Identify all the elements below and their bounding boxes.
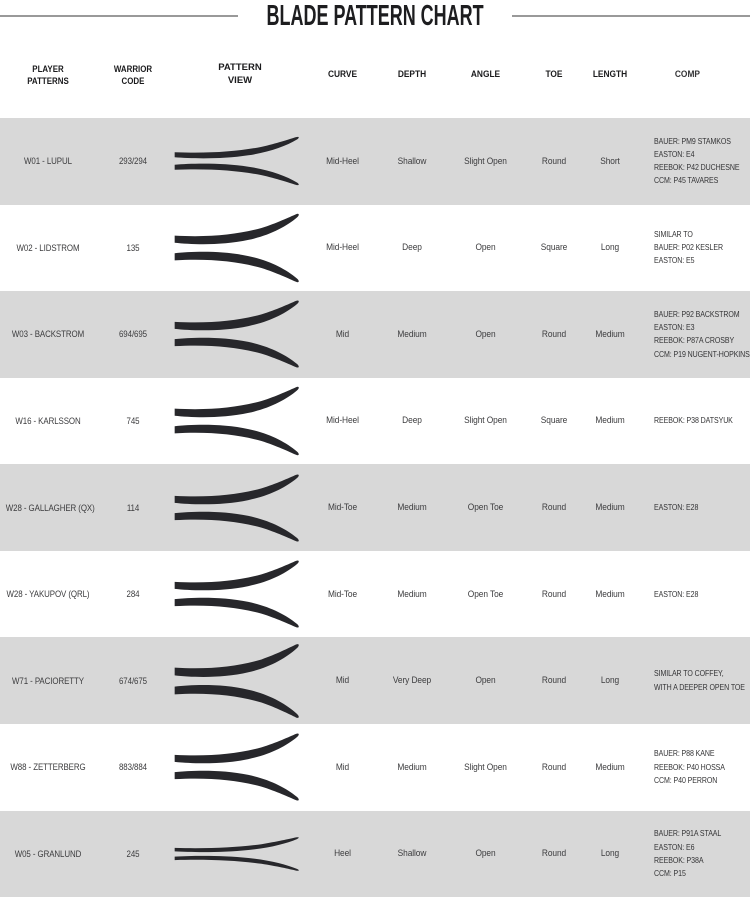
comp-lines [636, 135, 738, 188]
pattern-view-cell [170, 208, 310, 288]
col-header-comp: COMP [674, 69, 700, 81]
comp-line: EASTON: E28 [654, 502, 699, 512]
pattern-view-cell [170, 468, 310, 548]
length-value: Medium [595, 761, 625, 773]
toe-value: Round [541, 155, 567, 167]
player-name: W05 - GRANLUND [14, 848, 82, 859]
comp-line: CCM: P40 PERRON [654, 775, 718, 785]
angle-value: Open [475, 848, 496, 860]
comp-lines [636, 501, 738, 514]
length-value: Medium [595, 328, 625, 340]
curve-value: Mid [335, 761, 350, 773]
warrior-code: 135 [126, 242, 140, 253]
comp-line: SIMILAR TO COFFEY, [654, 669, 724, 679]
length-value: Long [600, 242, 620, 254]
toe-value: Round [541, 588, 567, 600]
comp-line: REEBOK: P87A CROSBY [654, 336, 735, 346]
depth-value: Medium [397, 588, 427, 600]
player-name: W28 - GALLAGHER (QX) [5, 502, 95, 513]
angle-value: Slight Open [464, 761, 507, 773]
blade-pattern-image [170, 637, 310, 725]
curve-value: Mid-Heel [326, 155, 359, 167]
curve-value: Mid-Toe [327, 502, 358, 514]
table-row [0, 464, 750, 551]
curve-value: Mid [335, 328, 350, 340]
curve-value: Heel [334, 848, 351, 860]
comp-line: EASTON: E3 [654, 323, 695, 333]
angle-value: Open [475, 675, 496, 687]
table-row [0, 118, 750, 205]
blade-pattern-image [170, 207, 310, 289]
comp-lines [636, 747, 738, 787]
table-row [0, 811, 750, 897]
comp-line: EASTON: E6 [654, 842, 695, 852]
header-line: PATTERNS [27, 76, 69, 86]
page-title: BLADE PATTERN CHART [266, 0, 484, 32]
pattern-view-cell [170, 294, 310, 374]
col-header-angle: ANGLE [470, 68, 501, 80]
comp-line: BAUER: PM9 STAMKOS [654, 136, 731, 146]
header-line: PLAYER [32, 63, 64, 74]
blade-pattern-image [170, 727, 310, 807]
title-rule-right [512, 15, 750, 17]
curve-value: Mid [335, 675, 350, 687]
player-name: W16 - KARLSSON [15, 415, 81, 426]
angle-value: Open [475, 328, 496, 340]
pattern-view-cell [170, 381, 310, 461]
depth-value: Medium [397, 502, 427, 514]
comp-line: SIMILAR TO [654, 230, 693, 240]
col-header-pattern-view [170, 62, 310, 88]
title-rule-left [0, 15, 238, 17]
length-value: Short [600, 155, 620, 167]
header-line: VIEW [227, 75, 253, 86]
warrior-code: 114 [126, 502, 140, 513]
toe-value: Round [541, 675, 567, 687]
blade-pattern-image [170, 468, 310, 548]
blade-pattern-image [170, 132, 310, 190]
comp-line: EASTON: E5 [654, 256, 695, 266]
player-name: W03 - BACKSTROM [11, 329, 85, 340]
table-row [0, 378, 750, 465]
player-name: W28 - YAKUPOV (QRL) [6, 589, 90, 600]
col-header-depth: DEPTH [397, 68, 427, 80]
comp-line: EASTON: E4 [654, 150, 695, 160]
blade-pattern-image [170, 380, 310, 462]
toe-value: Round [541, 761, 567, 773]
header-line: CODE [121, 76, 145, 86]
pattern-table [0, 32, 750, 897]
blade-pattern-image [170, 834, 310, 874]
length-value: Medium [595, 502, 625, 514]
pattern-view-cell [170, 727, 310, 807]
col-header-player-patterns [6, 63, 90, 87]
pattern-view-cell [170, 554, 310, 634]
blade-pattern-image [170, 294, 310, 374]
warrior-code: 674/675 [118, 675, 148, 686]
warrior-code: 694/695 [118, 329, 148, 340]
comp-line: EASTON: E28 [654, 589, 699, 599]
comp-lines [636, 414, 738, 427]
curve-value: Mid-Heel [326, 415, 359, 427]
pattern-view-cell [170, 641, 310, 721]
comp-line: CCM: P15 [654, 868, 686, 878]
warrior-code: 745 [126, 415, 140, 426]
warrior-code: 284 [126, 589, 140, 600]
toe-value: Square [540, 415, 568, 427]
length-value: Medium [595, 415, 625, 427]
warrior-code: 293/294 [118, 156, 148, 167]
toe-value: Square [540, 242, 568, 254]
angle-value: Slight Open [464, 415, 507, 427]
header-line: WARRIOR [113, 63, 153, 74]
depth-value: Medium [397, 761, 427, 773]
table-row [0, 291, 750, 378]
depth-value: Shallow [397, 155, 427, 167]
depth-value: Medium [397, 328, 427, 340]
toe-value: Round [541, 328, 567, 340]
pattern-view-cell [170, 121, 310, 201]
header-line: PATTERN [218, 62, 262, 74]
player-name: W71 - PACIORETTY [12, 675, 84, 686]
warrior-code: 245 [126, 848, 140, 859]
comp-lines [636, 667, 745, 693]
toe-value: Round [541, 848, 567, 860]
comp-line: WITH A DEEPER OPEN TOE [654, 682, 745, 692]
table-body [0, 118, 750, 897]
pattern-view-cell [170, 814, 310, 894]
comp-line: REEBOK: P38 DATSYUK [654, 416, 733, 426]
toe-value: Round [541, 502, 567, 514]
comp-lines [636, 588, 738, 601]
curve-value: Mid-Heel [326, 242, 359, 254]
comp-line: CCM: P19 NUGENT-HOPKINS [654, 349, 750, 359]
length-value: Medium [595, 588, 625, 600]
comp-line: BAUER: P92 BACKSTROM [654, 310, 740, 320]
depth-value: Very Deep [392, 675, 432, 687]
angle-value: Open Toe [467, 502, 504, 514]
col-header-toe: TOE [545, 68, 563, 80]
comp-line: BAUER: P02 KESLER [654, 243, 723, 253]
angle-value: Open [475, 242, 496, 254]
length-value: Long [600, 848, 620, 860]
blade-pattern-image [170, 554, 310, 634]
curve-value: Mid-Toe [327, 588, 358, 600]
depth-value: Shallow [397, 848, 427, 860]
warrior-code: 883/884 [118, 762, 148, 773]
comp-lines [636, 228, 738, 268]
player-name: W02 - LIDSTROM [16, 242, 80, 253]
comp-line: CCM: P45 TAVARES [654, 176, 719, 186]
col-header-curve: CURVE [327, 68, 358, 80]
depth-value: Deep [402, 242, 422, 254]
table-row [0, 724, 750, 811]
table-row [0, 637, 750, 724]
depth-value: Deep [402, 415, 422, 427]
comp-line: BAUER: P91A STAAL [654, 829, 722, 839]
col-header-warrior-code [100, 63, 165, 87]
player-name: W01 - LUPUL [24, 156, 72, 167]
table-row [0, 205, 750, 292]
angle-value: Slight Open [464, 155, 507, 167]
title-bar [0, 0, 750, 32]
length-value: Long [600, 675, 620, 687]
player-name: W88 - ZETTERBERG [10, 762, 86, 773]
table-header-row [0, 32, 750, 118]
table-row [0, 551, 750, 638]
comp-lines [636, 827, 738, 880]
comp-lines [636, 308, 750, 361]
comp-line: REEBOK: P42 DUCHESNE [654, 163, 740, 173]
comp-line: BAUER: P88 KANE [654, 749, 715, 759]
comp-line: REEBOK: P38A [654, 855, 704, 865]
angle-value: Open Toe [467, 588, 504, 600]
comp-line: REEBOK: P40 HOSSA [654, 762, 725, 772]
col-header-length: LENGTH [592, 68, 628, 80]
